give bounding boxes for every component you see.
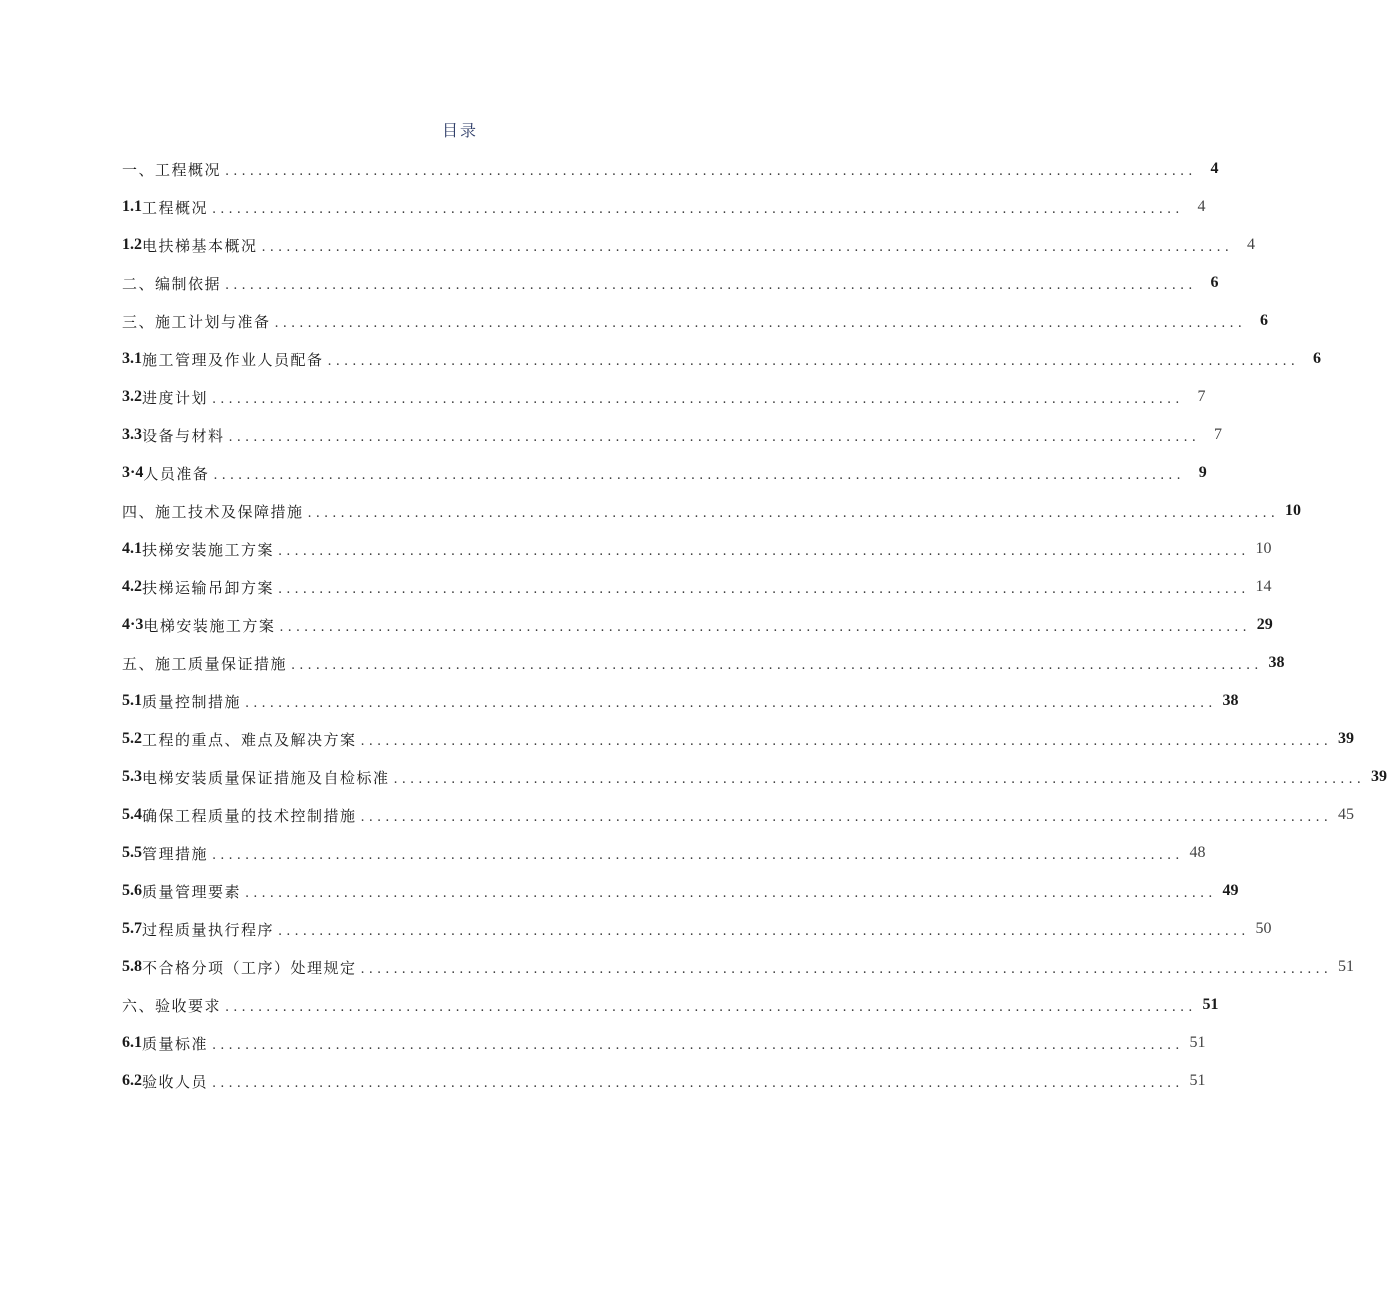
toc-entry-label: 人员准备 (143, 464, 210, 483)
toc-dot-leader: ...................................................................................................................... (212, 1075, 1184, 1091)
toc-dot-leader: ...................................................................................................................... (291, 657, 1263, 673)
toc-entry-number: 1.1 (122, 198, 142, 215)
toc-entry[interactable] (122, 1062, 1206, 1100)
toc-entry-page-number: 51 (1202, 996, 1219, 1013)
toc-entry-number: 5.6 (122, 882, 142, 899)
toc-entry-label: 六、验收要求 (122, 996, 222, 1015)
toc-entry-page-number: 7 (1213, 426, 1222, 443)
toc-entry[interactable] (122, 416, 1222, 454)
toc-dot-leader: ...................................................................................................................... (279, 619, 1251, 635)
toc-dot-leader: ...................................................................................................................... (307, 505, 1279, 521)
toc-dot-leader: ...................................................................................................................... (393, 771, 1365, 787)
toc-entry-label: 质量控制措施 (142, 692, 242, 711)
toc-entry[interactable] (122, 606, 1273, 644)
toc-entry[interactable] (122, 188, 1206, 226)
toc-entry-page-number: 6 (1259, 312, 1268, 329)
toc-entry-label: 设备与材料 (142, 426, 225, 445)
toc-entry-page-number: 49 (1222, 882, 1239, 899)
toc-dot-leader: ...................................................................................................................... (225, 163, 1197, 179)
toc-entry[interactable] (122, 302, 1268, 340)
toc-dot-leader: ...................................................................................................................... (360, 809, 1332, 825)
toc-entry-number: 3.1 (122, 350, 142, 367)
toc-entry-label: 进度计划 (142, 388, 209, 407)
toc-entry-label: 电梯安装施工方案 (143, 616, 276, 635)
toc-dot-leader: ...................................................................................................................... (225, 277, 1197, 293)
toc-dot-leader: ...................................................................................................................... (225, 999, 1197, 1015)
toc-entry[interactable] (122, 834, 1206, 872)
toc-entry-number: 3·4 (122, 464, 144, 481)
toc-entry-label: 一、工程概况 (122, 160, 222, 179)
toc-entry[interactable] (122, 720, 1354, 758)
toc-entry[interactable] (122, 530, 1272, 568)
toc-entry[interactable] (122, 758, 1387, 796)
toc-entry-label: 施工管理及作业人员配备 (142, 350, 324, 369)
toc-entry-page-number: 7 (1197, 388, 1206, 405)
toc-entry-page-number: 29 (1256, 616, 1273, 633)
toc-entry-number: 4.1 (122, 540, 142, 557)
toc-dot-leader: ...................................................................................................................... (212, 391, 1184, 407)
toc-entry-label: 工程的重点、难点及解决方案 (142, 730, 357, 749)
toc-entry-number: 1.2 (122, 236, 142, 253)
toc-entry-page-number: 14 (1255, 578, 1272, 595)
toc-entry[interactable] (122, 796, 1354, 834)
toc-dot-leader: ...................................................................................................................... (278, 923, 1250, 939)
toc-entry-page-number: 48 (1189, 844, 1206, 861)
toc-entry-label: 二、编制依据 (122, 274, 222, 293)
toc-entry-number: 5.5 (122, 844, 142, 861)
toc-entry[interactable] (122, 226, 1255, 264)
toc-dot-leader: ...................................................................................................................... (212, 201, 1184, 217)
toc-entry-page-number: 51 (1337, 958, 1354, 975)
toc-entry-label: 扶梯安装施工方案 (142, 540, 275, 559)
toc-entry-page-number: 51 (1189, 1072, 1206, 1089)
toc-entry-number: 6.1 (122, 1034, 142, 1051)
toc-entry-page-number: 38 (1268, 654, 1285, 671)
toc-entry-label: 五、施工质量保证措施 (122, 654, 288, 673)
toc-entry-page-number: 39 (1337, 730, 1354, 747)
toc-entry[interactable] (122, 492, 1301, 530)
toc-entry[interactable] (122, 986, 1219, 1024)
toc-entry[interactable] (122, 340, 1321, 378)
toc-dot-leader: ...................................................................................................................... (278, 543, 1250, 559)
toc-entry-page-number: 9 (1198, 464, 1207, 481)
toc-entry-page-number: 6 (1210, 274, 1219, 291)
toc-entry-label: 确保工程质量的技术控制措施 (142, 806, 357, 825)
toc-entry-page-number: 51 (1189, 1034, 1206, 1051)
toc-entry-number: 5.1 (122, 692, 142, 709)
toc-entry-page-number: 45 (1337, 806, 1354, 823)
toc-entry-number: 5.2 (122, 730, 142, 747)
toc-entry[interactable] (122, 948, 1354, 986)
toc-entry[interactable] (122, 682, 1239, 720)
toc-entry[interactable] (122, 454, 1207, 492)
toc-entry-number: 4·3 (122, 616, 144, 633)
toc-entry-label: 验收人员 (142, 1072, 209, 1091)
toc-dot-leader: ...................................................................................................................... (213, 467, 1185, 483)
toc-dot-leader: ...................................................................................................................... (228, 429, 1200, 445)
toc-entry-page-number: 4 (1197, 198, 1206, 215)
toc-dot-leader: ...................................................................................................................... (360, 733, 1332, 749)
toc-dot-leader: ...................................................................................................................... (245, 695, 1217, 711)
toc-entry[interactable] (122, 378, 1206, 416)
toc-entry[interactable] (122, 568, 1272, 606)
toc-entry-page-number: 10 (1255, 540, 1272, 557)
toc-dot-leader: ...................................................................................................................... (212, 1037, 1184, 1053)
toc-entry-label: 不合格分项（工序）处理规定 (142, 958, 357, 977)
toc-entry[interactable] (122, 910, 1272, 948)
toc-dot-leader: ...................................................................................................................... (212, 847, 1184, 863)
toc-entry-number: 5.7 (122, 920, 142, 937)
toc-entry-label: 三、施工计划与准备 (122, 312, 271, 331)
toc-entry[interactable] (122, 264, 1219, 302)
toc-dot-leader: ...................................................................................................................... (327, 353, 1299, 369)
toc-entry-page-number: 39 (1370, 768, 1387, 785)
toc-entry[interactable] (122, 1024, 1206, 1062)
toc-dot-leader: ...................................................................................................................... (245, 885, 1217, 901)
toc-entry-page-number: 50 (1255, 920, 1272, 937)
toc-entry-number: 5.8 (122, 958, 142, 975)
toc-entry-page-number: 4 (1210, 160, 1219, 177)
toc-entry-label: 工程概况 (142, 198, 209, 217)
toc-entry-label: 管理措施 (142, 844, 209, 863)
toc-entry-number: 3.2 (122, 388, 142, 405)
toc-dot-leader: ...................................................................................................................... (360, 961, 1332, 977)
toc-dot-leader: ...................................................................................................................... (274, 315, 1246, 331)
toc-dot-leader: ...................................................................................................................... (261, 239, 1233, 255)
toc-entry-number: 6.2 (122, 1072, 142, 1089)
table-of-contents (122, 150, 1387, 1100)
toc-entry-number: 4.2 (122, 578, 142, 595)
toc-entry-number: 5.4 (122, 806, 142, 823)
toc-title: 目录 (441, 121, 478, 140)
toc-entry-number: 5.3 (122, 768, 142, 785)
toc-entry-label: 质量标准 (142, 1034, 209, 1053)
toc-dot-leader: ...................................................................................................................... (278, 581, 1250, 597)
toc-entry-label: 四、施工技术及保障措施 (122, 502, 304, 521)
toc-entry-label: 电梯安装质量保证措施及自检标准 (142, 768, 390, 787)
toc-entry-page-number: 38 (1222, 692, 1239, 709)
toc-entry-label: 质量管理要素 (142, 882, 242, 901)
toc-entry[interactable] (122, 150, 1219, 188)
toc-entry-page-number: 10 (1284, 502, 1301, 519)
toc-entry-number: 3.3 (122, 426, 142, 443)
toc-entry-page-number: 6 (1312, 350, 1321, 367)
toc-entry[interactable] (122, 644, 1285, 682)
toc-entry[interactable] (122, 872, 1239, 910)
toc-entry-label: 扶梯运输吊卸方案 (142, 578, 275, 597)
toc-entry-page-number: 4 (1246, 236, 1255, 253)
toc-entry-label: 电扶梯基本概况 (142, 236, 258, 255)
toc-entry-label: 过程质量执行程序 (142, 920, 275, 939)
